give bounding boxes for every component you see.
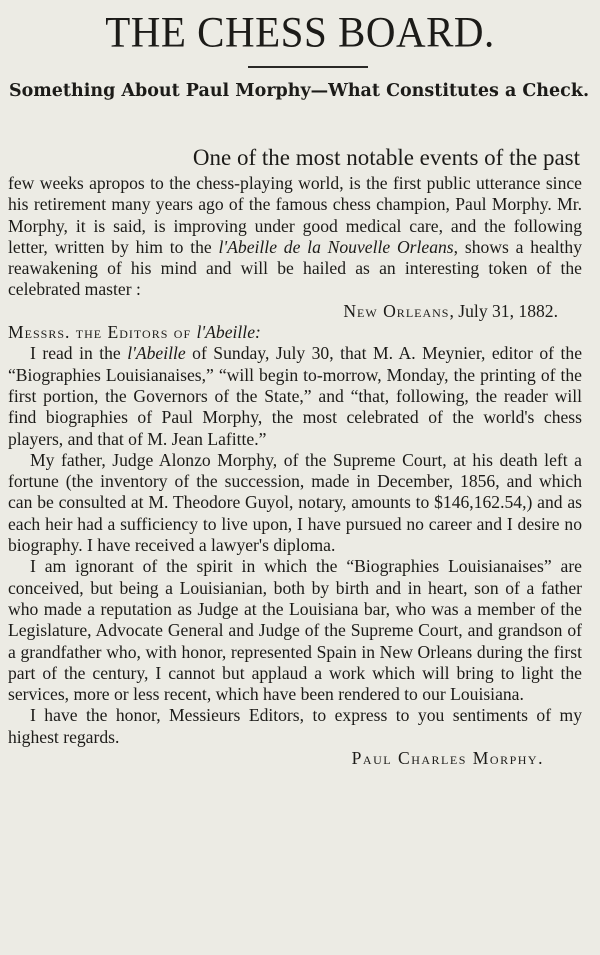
- letter-paragraph-4: I have the honor, Messieurs Editors, to express to you sentiments of my highest regards.: [8, 705, 582, 747]
- lead-text-end: , shows a healthy reawakening of his mind and will be hailed as an interesting token of the celebrated master :: [8, 236, 583, 300]
- dateline-city: New Orleans: [343, 300, 450, 321]
- letter-paragraph-3: I am ignorant of the spirit in which the “Biographies Louisianaises” are conceived, but being a Louisianian, both by birth and in heart, son of a father who made a reputation as Judge at the Louisiana bar, who was a member of the Legislature, Advocate General and Judge of the Supreme Court, and grandson of a grandfather who, with honor, represented Spain in New Orleans during the first part of the century, I cannot but applaud a work which will bring to light the services, more or less recent, which have been rendered to our Louisiana.: [8, 556, 582, 705]
- salutation-prefix: Messrs. the Editors of: [8, 322, 197, 343]
- letter-signature: Paul Charles Morphy.: [351, 748, 544, 769]
- p1-start: I read in the: [30, 343, 128, 364]
- p1-paper: l'Abeille: [127, 343, 186, 364]
- letter-paragraph-1: [8, 343, 582, 449]
- p1-rest: of Sunday, July 30, that M. A. Meynier, editor of the “Biographies Louisianaises,” “will begin to-morrow, Monday, the printing of the first portion, the Governors of the State,” and “that, following, the reader will find biographies of Paul Morphy, the most celebrated of the world's chess players, and that of M. Jean Lafitte.”: [8, 343, 582, 449]
- article-body: [8, 142, 582, 769]
- title-divider: [248, 66, 368, 68]
- salutation-paper: l'Abeille:: [196, 322, 261, 343]
- lead-first-line: One of the most notable events of the past: [192, 145, 580, 170]
- letter-dateline: [8, 301, 582, 322]
- newspaper-name: l'Abeille de la Nouvelle Orleans: [218, 236, 454, 257]
- letter-salutation: [8, 322, 582, 343]
- masthead: THE CHESS BOARD.: [105, 7, 495, 57]
- lead-text: few weeks apropos to the chess-playing world, is the first public utterance since his retirement many years ago of the famous chess champion, Paul Morphy. Mr. Morphy, it is said, is improving under good medical care, and the following letter, written by him to the: [8, 173, 582, 257]
- article-headline: Something About Paul Morphy—What Constitutes a Check.: [8, 81, 590, 101]
- dateline-date: , July 31, 1882.: [449, 300, 558, 321]
- lead-paragraph: [8, 142, 582, 301]
- letter-paragraph-2: My father, Judge Alonzo Morphy, of the Supreme Court, at his death left a fortune (the inventory of the succession, made in December, 1856, and which can be consulted at M. Theodore Guyol, notary, amounts to $146,162.54,) and as each heir had a sufficiency to live upon, I have pursued no career and I desire no biography. I have received a lawyer's diploma.: [8, 449, 582, 556]
